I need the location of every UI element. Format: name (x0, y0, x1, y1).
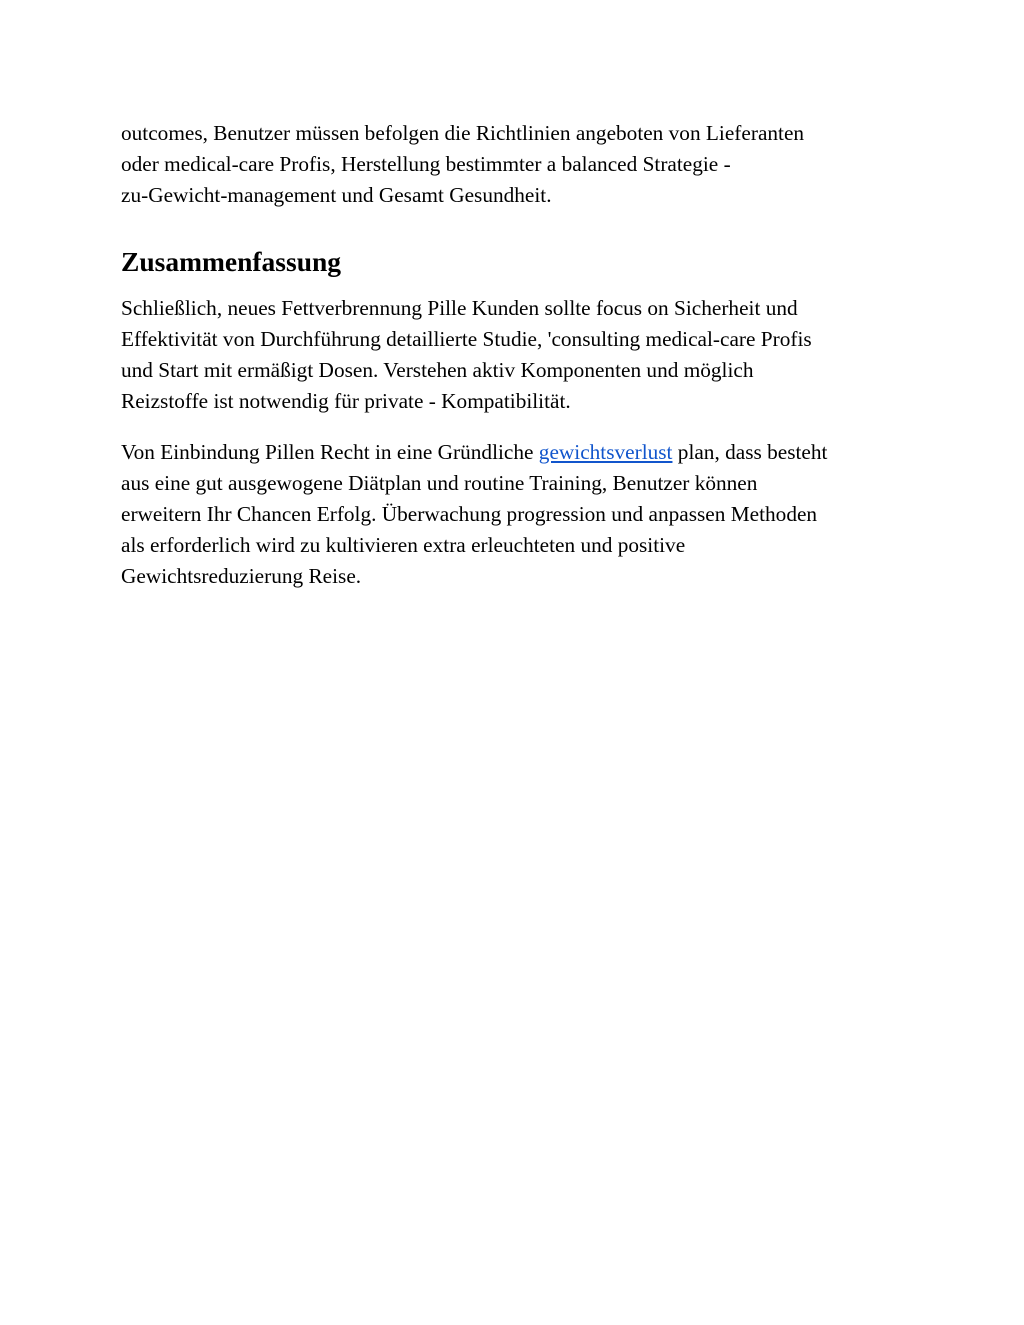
summary-paragraph-2 (121, 437, 911, 592)
summary-p1-line-1: Schließlich, neues Fettverbrennung Pille Kunden sollte focus on Sicherheit und (121, 296, 798, 320)
intro-line-1: outcomes, Benutzer müssen befolgen die Richtlinien angeboten von Lieferanten (121, 121, 805, 145)
weight-loss-link[interactable]: gewichtsverlust (538, 440, 673, 464)
summary-p2-line-2: aus eine gut ausgewogene Diätplan und routine Training, Benutzer können (121, 471, 758, 495)
intro-line-2: oder medical-care Profis, Herstellung bestimmter a balanced Strategie - (121, 152, 731, 176)
summary-p2-line-1 (121, 437, 911, 468)
intro-line-3: zu-Gewicht-management und Gesamt Gesundheit. (121, 183, 552, 207)
intro-paragraph (121, 118, 911, 211)
summary-p2-line-4: als erforderlich wird zu kultivieren extra erleuchteten und positive (121, 533, 686, 557)
paragraph-spacer (121, 417, 911, 437)
summary-p2-line-3: erweitern Ihr Chancen Erfolg. Überwachung progression und anpassen Methoden (121, 502, 818, 526)
summary-p2-line-5: Gewichtsreduzierung Reise. (121, 564, 362, 588)
summary-p2-line-1-end: plan, dass besteht (672, 440, 828, 464)
summary-p1-line-2: Effektivität von Durchführung detaillierte Studie, 'consulting medical-care Profis (121, 327, 812, 351)
summary-p1-line-4: Reizstoffe ist notwendig für private - Kompatibilität. (121, 389, 571, 413)
summary-paragraph-1 (121, 293, 911, 417)
summary-p1-line-3: und Start mit ermäßigt Dosen. Verstehen aktiv Komponenten und möglich (121, 358, 754, 382)
document-page (121, 118, 911, 592)
summary-p2-line-1-start: Von Einbindung Pillen Recht in eine Gründliche (121, 440, 539, 464)
section-heading: Zusammenfassung (121, 246, 342, 277)
